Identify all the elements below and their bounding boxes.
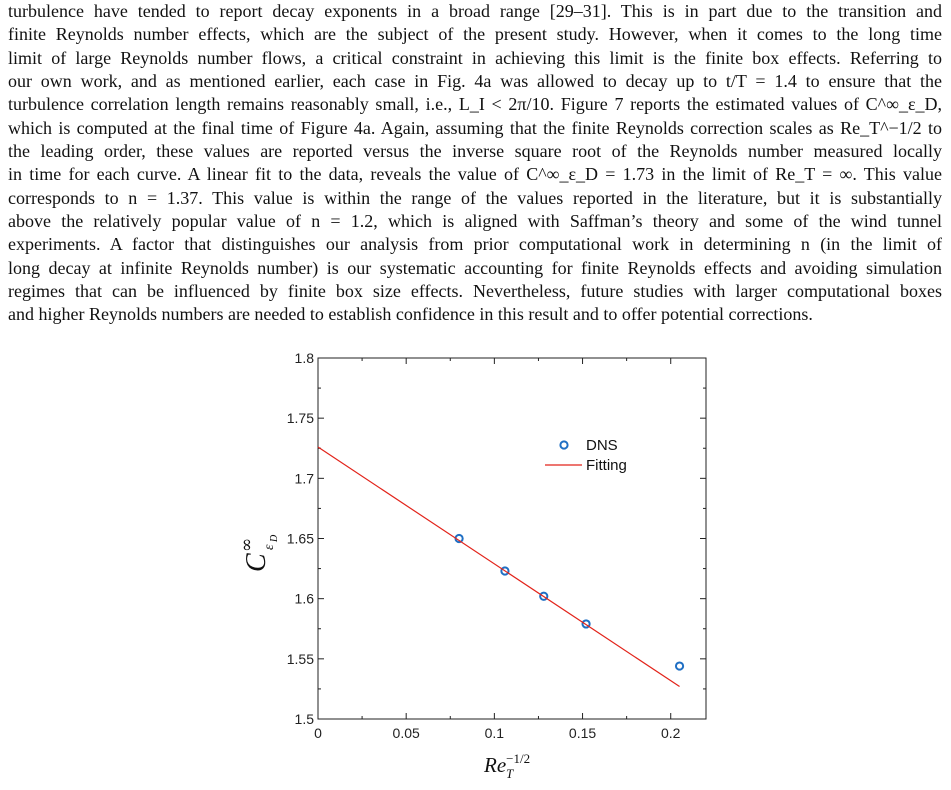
x-tick-label: 0.15 [568,725,597,741]
y-tick-label: 1.55 [286,650,314,667]
x-tick-label: 0.05 [392,725,420,741]
text-line-5: turbulence correlation length remains reasonably small, i.e., L_I < 2π/10. Figure 7 reports the estimated values of C^∞_ε_D, [8,94,942,115]
axis-labels [237,534,530,781]
y-tick-label: 1.8 [294,350,314,366]
y-axis-label-superscript: ∞ [237,537,257,552]
dns-point [676,662,683,669]
legend [545,437,627,474]
text-line-14: and higher Reynolds numbers are needed to establish confidence in this result and to offer potential corrections. [8,304,813,325]
y-tick-label: 1.75 [286,410,314,427]
marks-layer [318,447,683,686]
body-paragraph [8,0,942,327]
legend-dns-label: DNS [586,437,618,454]
x-axis-label-subscript: T [506,766,514,781]
text-line-12: long decay at infinite Reynolds number) is our systematic accounting for finite Reynolds effects and avoiding simulation [8,257,942,278]
text-line-2: finite Reynolds number effects, which are the subject of the present study. However, when it comes to the long time [8,24,942,45]
y-axis-label-subscript: ε [262,544,277,550]
x-tick-label: 0.2 [660,725,681,741]
legend-fitting-label: Fitting [586,457,627,474]
text-line-6: which is computed at the final time of Figure 4a. Again, assuming that the finite Reynolds correction scales as Re_T^−1/2 to [8,117,942,138]
text-line-9: corresponds to n = 1.37. This value is within the range of the values reported in the literature, but it is substantially [8,187,942,208]
text-line-11: experiments. A factor that distinguishes our analysis from prior computational work in determining n (in the limit of [8,234,942,255]
x-axis-label: $Re^{-1/2}$ [484,751,531,777]
y-axis-label [237,534,280,572]
text-line-3: limit of large Reynolds number flows, a critical constraint in achieving this limit is the finite box effects. Referring to [8,47,942,68]
y-tick-label: 1.6 [294,590,314,607]
x-tick-label: 0 [314,725,322,741]
y-axis-label-subsubscript: D [269,534,280,542]
y-tick-label: 1.7 [294,470,314,487]
legend-dns-marker [560,441,567,448]
y-tick-label: 1.5 [294,711,314,727]
text-line-1: turbulence have tended to report decay exponents in a broad range [29–31]. This is in part due to the transition and [8,1,942,21]
axes-layer [287,350,706,741]
x-tick-label: 0.1 [484,725,505,741]
y-tick-label: 1.65 [286,530,314,547]
text-line-13: regimes that can be influenced by finite box size effects. Nevertheless, future studies with larger computational boxes [8,281,942,302]
text-line-8: in time for each curve. A linear fit to the data, reveals the value of C^∞_ε_D = 1.73 in the limit of Re_T = ∞. This value [8,164,942,185]
figure-7 [0,350,951,785]
y-axis-label-main: C [241,553,272,572]
scatter-chart [0,350,951,785]
text-line-10: above the relatively popular value of n = 1.2, which is aligned with Saffman’s theory and some of the wind tunnel [8,211,942,232]
text-line-4: our own work, and as mentioned earlier, each case in Fig. 4a was allowed to decay up to t/T = 1.4 to ensure that the [8,71,942,92]
fitting-line [318,447,680,686]
text-line-7: the leading order, these values are reported versus the inverse square root of the Reynolds number measured locally [8,141,942,162]
